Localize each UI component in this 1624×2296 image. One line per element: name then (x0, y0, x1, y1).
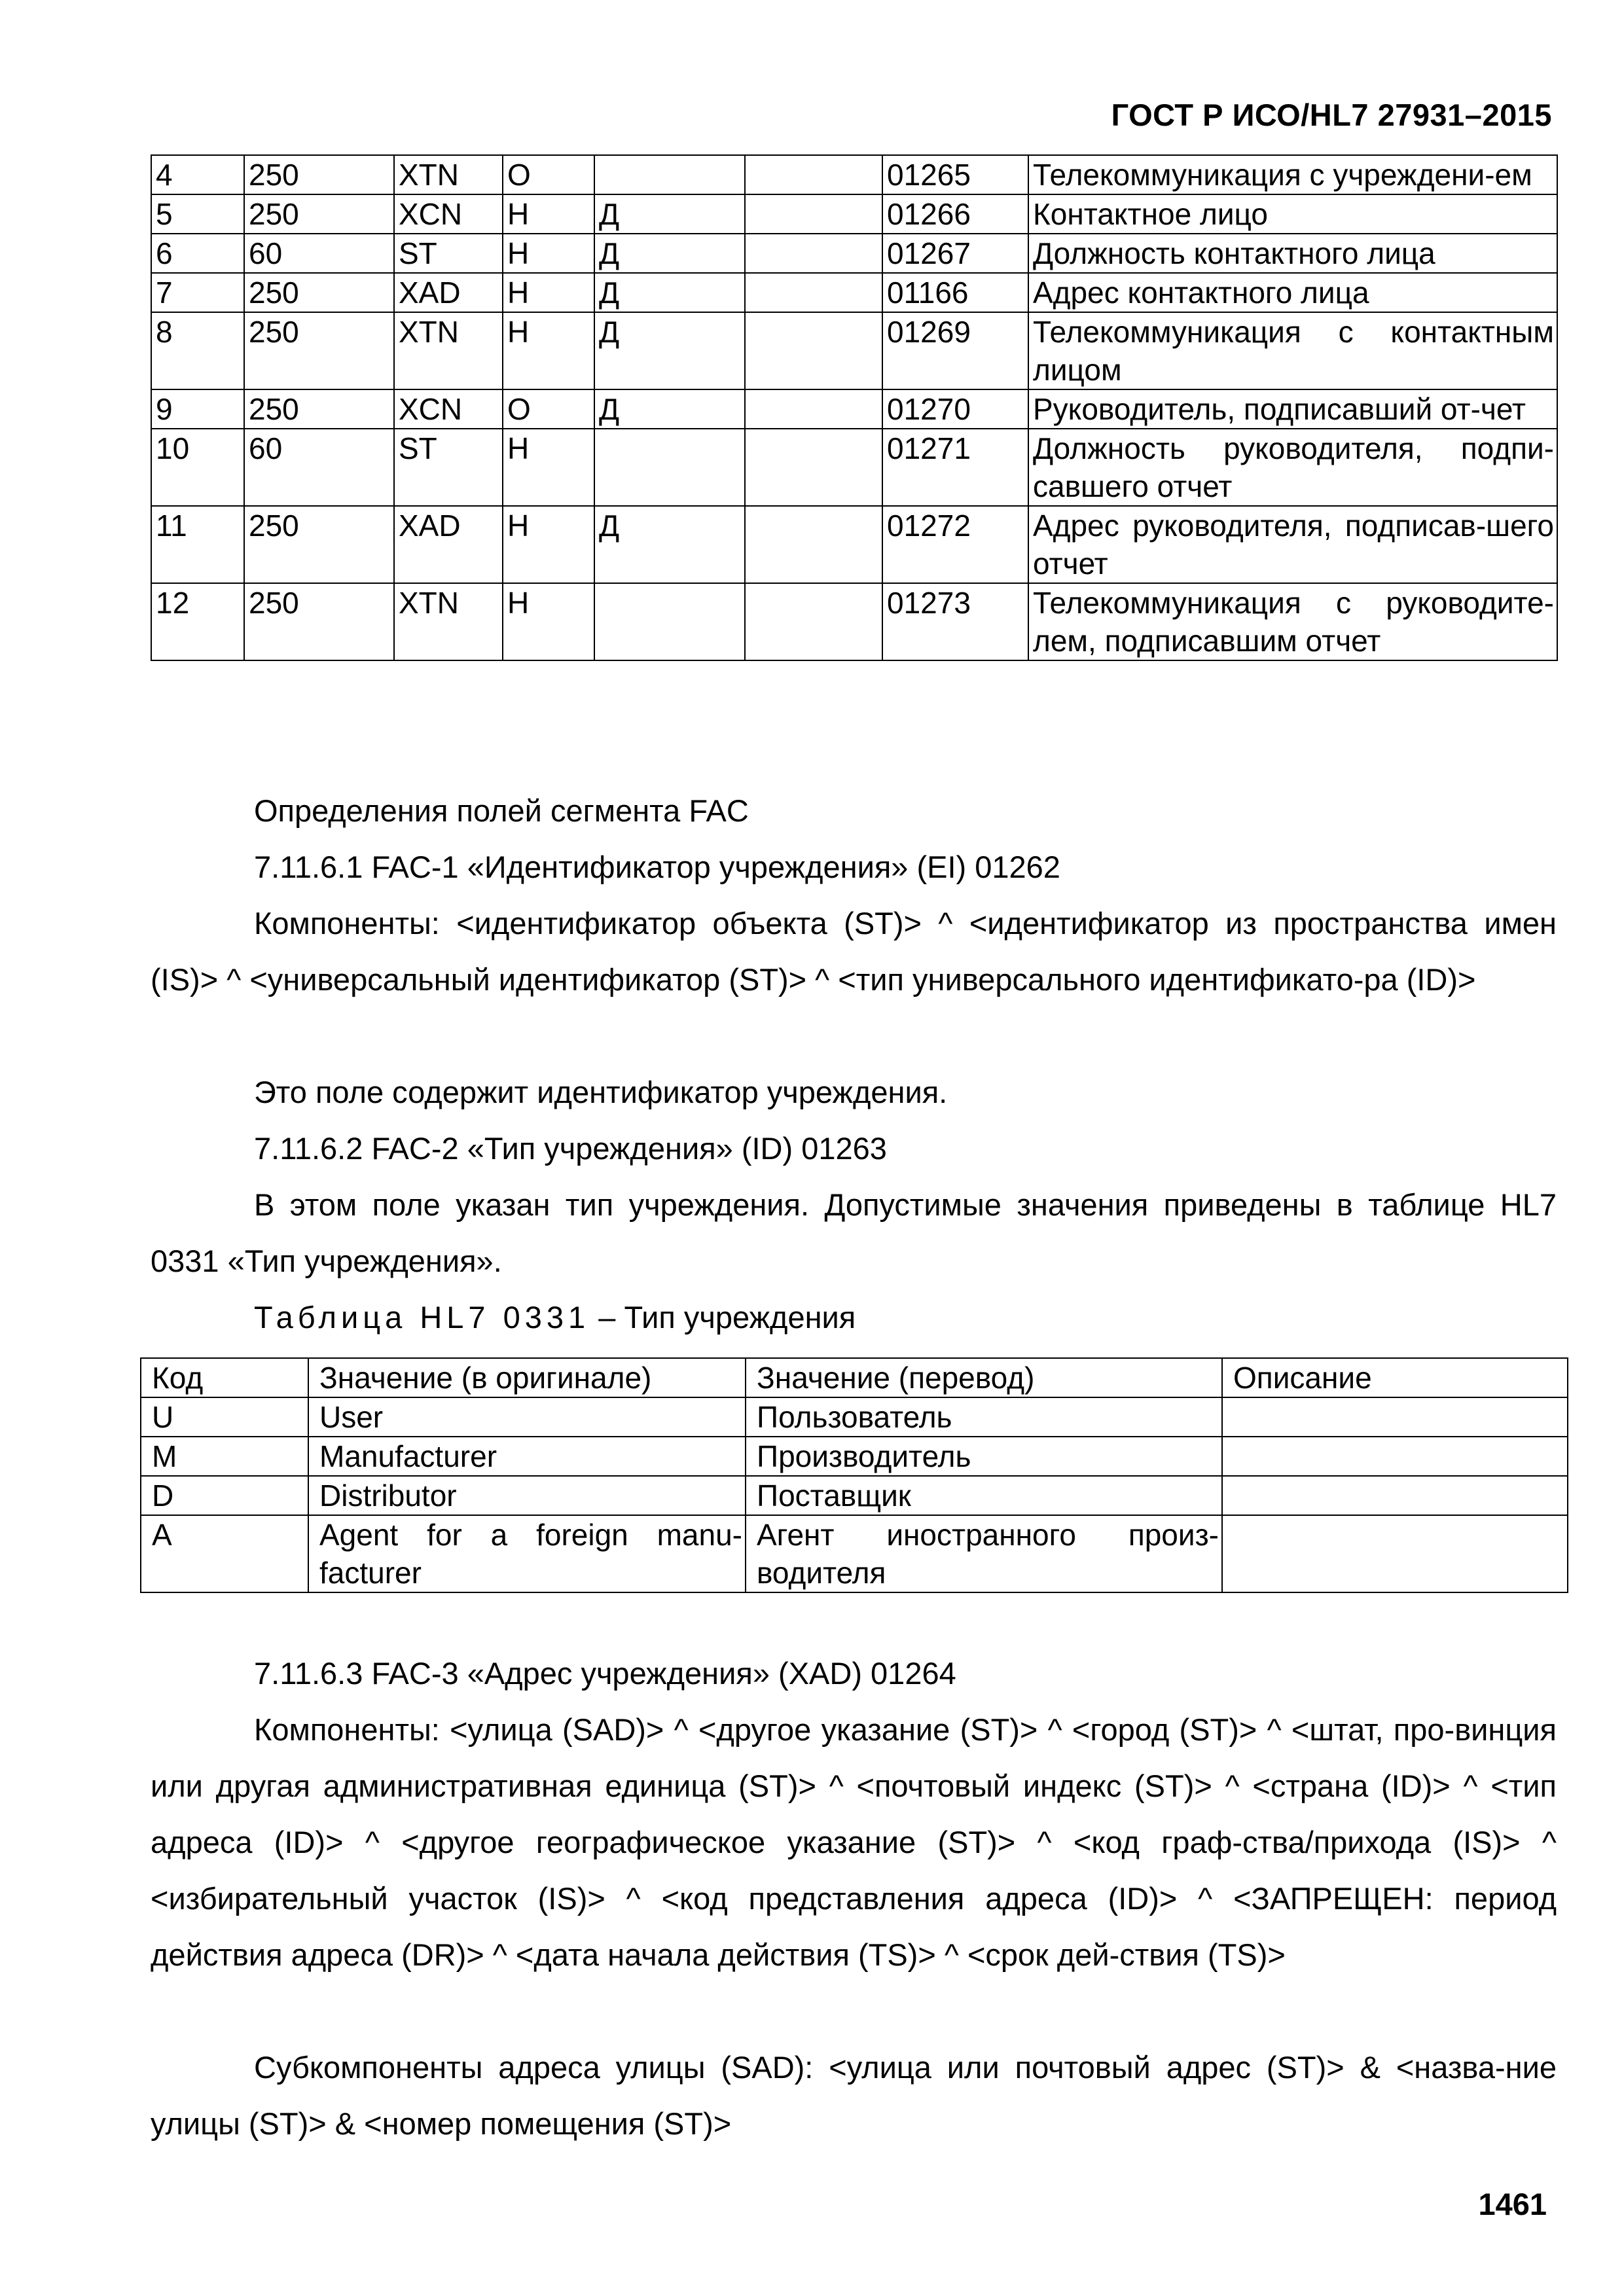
table-cell: 12 (151, 583, 244, 660)
table-cell: Н (503, 194, 594, 234)
table-cell: 250 (244, 312, 394, 389)
table-cell: D (141, 1476, 308, 1515)
segment-fields-table (151, 154, 1558, 661)
table-cell: 250 (244, 194, 394, 234)
table-row (151, 155, 1557, 194)
table-cell: 7 (151, 273, 244, 312)
table-cell: XAD (394, 506, 503, 583)
table-cell: XTN (394, 312, 503, 389)
table-cell: Н (503, 234, 594, 273)
table-cell: Пользователь (746, 1397, 1222, 1437)
table-cell: 01270 (882, 389, 1028, 429)
table-cell (594, 155, 745, 194)
table-cell (745, 583, 882, 660)
table-cell (745, 429, 882, 506)
table-cell (745, 389, 882, 429)
table-cell: Agent for a foreign manu-facturer (308, 1515, 746, 1592)
table-cell: XCN (394, 389, 503, 429)
table-cell (594, 583, 745, 660)
table-cell: 250 (244, 583, 394, 660)
table-cell: A (141, 1515, 308, 1592)
table-cell: 01273 (882, 583, 1028, 660)
table-cell (745, 312, 882, 389)
table-cell: Адрес руководителя, подписав-шего отчет (1028, 506, 1557, 583)
table-cell: Д (594, 273, 745, 312)
table-cell: Н (503, 312, 594, 389)
sad-subcomponents: Субкомпоненты адреса улицы (SAD): <улица или почтовый адрес (ST)> & <назва-ние улицы (ST)> & <номер помещения (ST)> (151, 2050, 1557, 2141)
table-cell: Н (503, 506, 594, 583)
table-cell: 01272 (882, 506, 1028, 583)
table-cell (1222, 1397, 1568, 1437)
table-cell: Д (594, 312, 745, 389)
table-cell: Н (503, 429, 594, 506)
table-row (151, 389, 1557, 429)
table-cell: 8 (151, 312, 244, 389)
table-cell: 01266 (882, 194, 1028, 234)
table-row (151, 194, 1557, 234)
table-cell: 4 (151, 155, 244, 194)
table-cell (1222, 1515, 1568, 1592)
table-cell: О (503, 389, 594, 429)
table-row (151, 583, 1557, 660)
table-header-row (141, 1358, 1568, 1397)
table-cell (745, 194, 882, 234)
fac2-description: В этом поле указан тип учреждения. Допустимые значения приведены в таблице HL7 0331 «Тип учреждения». (151, 1187, 1557, 1278)
table-cell: 01271 (882, 429, 1028, 506)
table-cell: 10 (151, 429, 244, 506)
table-cell: О (503, 155, 594, 194)
table-row (151, 273, 1557, 312)
column-header: Значение (перевод) (746, 1358, 1222, 1397)
table-cell: User (308, 1397, 746, 1437)
table-caption-label: Таблица HL7 0331 (254, 1300, 590, 1335)
table-cell: XTN (394, 155, 503, 194)
table-cell: Должность контактного лица (1028, 234, 1557, 273)
table-cell: Manufacturer (308, 1437, 746, 1476)
table-cell: 6 (151, 234, 244, 273)
table-cell (745, 155, 882, 194)
table-cell: XTN (394, 583, 503, 660)
table-cell: Д (594, 389, 745, 429)
table-cell: Производитель (746, 1437, 1222, 1476)
table-cell: Телекоммуникация с контактным лицом (1028, 312, 1557, 389)
table-cell: 60 (244, 234, 394, 273)
table-cell: Телекоммуникация с учреждени-ем (1028, 155, 1557, 194)
table-cell: 11 (151, 506, 244, 583)
table-cell: Distributor (308, 1476, 746, 1515)
fac1-description: Это поле содержит идентификатор учреждения. (254, 1075, 948, 1109)
table-cell: 01267 (882, 234, 1028, 273)
table-cell: ST (394, 234, 503, 273)
table-cell (1222, 1437, 1568, 1476)
table-cell: 250 (244, 273, 394, 312)
table-row (151, 312, 1557, 389)
field-heading-fac2: 7.11.6.2 FAC-2 «Тип учреждения» (ID) 01263 (254, 1131, 887, 1166)
table-row (151, 429, 1557, 506)
table-row (141, 1476, 1568, 1515)
table-cell (594, 429, 745, 506)
table-cell: 5 (151, 194, 244, 234)
field-heading-fac3: 7.11.6.3 FAC-3 «Адрес учреждения» (XAD) 01264 (254, 1656, 956, 1691)
table-cell (1222, 1476, 1568, 1515)
fac3-components: Компоненты: <улица (SAD)> ^ <другое указание (ST)> ^ <город (ST)> ^ <штат, про-винция или другая административная единица (ST)> ^ <почтовый индекс (ST)> ^ <страна (ID)> ^ <тип адреса (ID)> ^ <другое географическое указание (ST)> ^ <код граф-ства/прихода (IS)> ^ <избирательный участок (IS)> ^ <код представления адреса (ID)> ^ <ЗАПРЕЩЕН: период действия адреса (DR)> ^ <дата начала действия (TS)> ^ <срок дей-ствия (TS)> (151, 1712, 1557, 1972)
table-cell: 250 (244, 389, 394, 429)
table-cell: 01269 (882, 312, 1028, 389)
table-cell: Руководитель, подписавший от-чет (1028, 389, 1557, 429)
page-number: 1461 (1478, 2187, 1547, 2221)
table-row (141, 1437, 1568, 1476)
table-cell: 250 (244, 155, 394, 194)
table-cell: Поставщик (746, 1476, 1222, 1515)
column-header: Код (141, 1358, 308, 1397)
table-cell: 9 (151, 389, 244, 429)
table-cell: Н (503, 273, 594, 312)
table-caption (151, 1289, 1557, 1346)
table-cell: 01265 (882, 155, 1028, 194)
table-cell: Телекоммуникация с руководите-лем, подписавшим отчет (1028, 583, 1557, 660)
facility-type-table (140, 1357, 1568, 1593)
table-row (151, 234, 1557, 273)
table-cell: Д (594, 506, 745, 583)
table-cell (745, 234, 882, 273)
field-heading-fac1: 7.11.6.1 FAC-1 «Идентификатор учреждения» (EI) 01262 (254, 850, 1060, 884)
table-caption-title: – Тип учреждения (598, 1300, 856, 1335)
table-cell: ST (394, 429, 503, 506)
table-cell (745, 273, 882, 312)
table-cell: M (141, 1437, 308, 1476)
table-cell: Контактное лицо (1028, 194, 1557, 234)
table-cell: 250 (244, 506, 394, 583)
table-cell: 60 (244, 429, 394, 506)
table-cell: Д (594, 194, 745, 234)
column-header: Значение (в оригинале) (308, 1358, 746, 1397)
fac1-components: Компоненты: <идентификатор объекта (ST)> ^ <идентификатор из пространства имен (IS)> ^ <универсальный идентификатор (ST)> ^ <тип универсального идентификато-ра (ID)> (151, 906, 1557, 997)
document-header: ГОСТ Р ИСО/HL7 27931–2015 (1111, 98, 1552, 132)
table-row (141, 1397, 1568, 1437)
table-cell: Н (503, 583, 594, 660)
table-cell (745, 506, 882, 583)
table-cell: Д (594, 234, 745, 273)
table-row (151, 506, 1557, 583)
section-intro: Определения полей сегмента FAC (254, 793, 749, 828)
table-cell: 01166 (882, 273, 1028, 312)
table-cell: Адрес контактного лица (1028, 273, 1557, 312)
column-header: Описание (1222, 1358, 1568, 1397)
table-row (141, 1515, 1568, 1592)
table-cell: Должность руководителя, подпи-савшего отчет (1028, 429, 1557, 506)
table-cell: XAD (394, 273, 503, 312)
table-cell: U (141, 1397, 308, 1437)
table-cell: Агент иностранного произ-водителя (746, 1515, 1222, 1592)
table-cell: XCN (394, 194, 503, 234)
